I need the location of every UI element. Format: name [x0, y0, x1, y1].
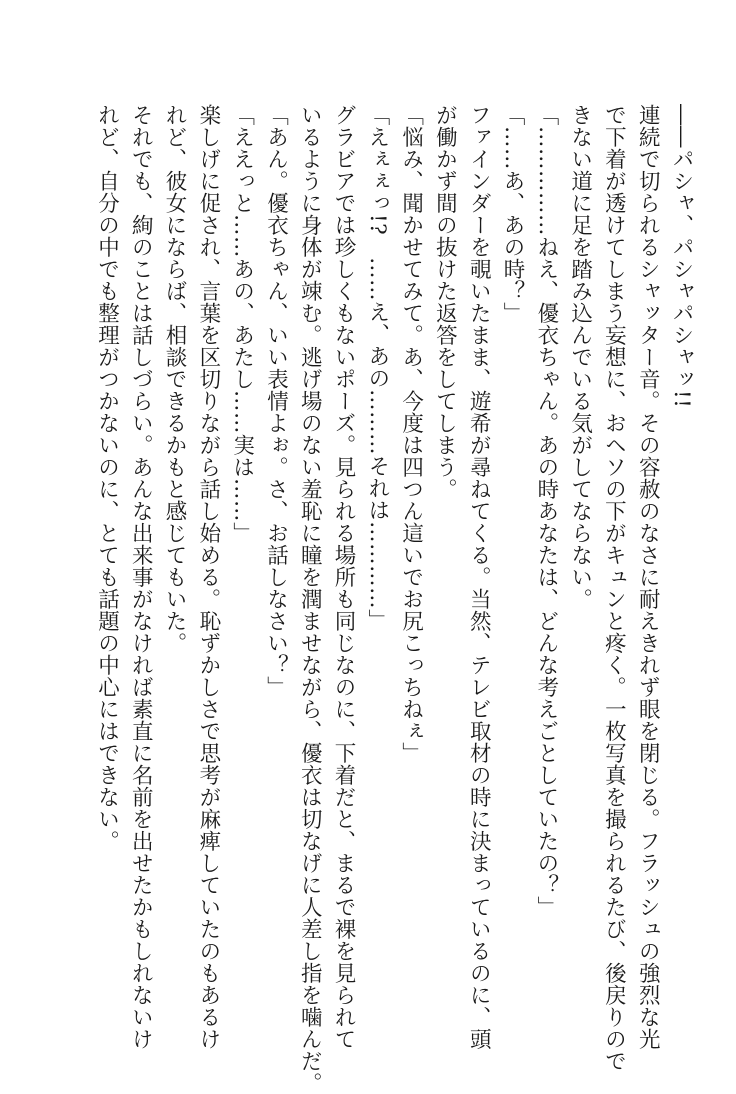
- text-line: 「あん。優衣ちゃん、いい表情よぉ。さ、お話しなさい？」: [263, 104, 289, 698]
- text-line: 「ええっと……あの、あたし……実は……」: [229, 104, 255, 544]
- text-line: 「悩み、聞かせてみて。あ、今度は四つん這いでお尻こっちねぇ」: [398, 104, 424, 764]
- text-line: 楽しげに促され、言葉を区切りながら話し始める。恥ずかしさで思考が麻痺していたのもあるけ: [195, 104, 221, 1050]
- text-line: グラビアでは珍しくもないポーズ。見られる場所も同じなのに、下着だと、まるで裸を見られて: [331, 104, 357, 1050]
- text-line: で下着が透けてしまう妄想に、おヘソの下がキュンと疼く。一枚写真を撮られるたび、後戻りので: [601, 104, 627, 1072]
- vertical-text-body: [90, 104, 698, 1094]
- text-line: ファインダーを覗いたまま、遊希が尋ねてくる。当然、テレビ取材の時に決まっているのに、頭: [466, 104, 492, 1050]
- text-line: が働かず間の抜けた返答をしてしまう。: [432, 104, 458, 500]
- text-line: きない道に足を踏み込んでいる気がしてならない。: [567, 104, 593, 610]
- text-line: それでも、絢のことは話しづらい。あんな出来事がなければ素直に名前を出せたかもしれないけ: [128, 104, 154, 1050]
- text-line: 「……あ、あの時？」: [500, 104, 526, 324]
- text-line: 「……………ねえ、優衣ちゃん。あの時あなたは、どんな考えごとしていたの？」: [533, 104, 559, 918]
- text-line: いるように身体が竦む。逃げ場のない羞恥に瞳を潤ませながら、優衣は切なげに人差し指を噛んだ。: [297, 104, 323, 1094]
- text-line: 「えぇぇっ!? ……え、あの………それは…………」: [364, 104, 390, 632]
- text-line: れど、自分の中でも整理がつかないのに、とても話題の中心にはできない。: [94, 104, 120, 852]
- text-line: ――パシャ、パシャパシャッ!!: [669, 104, 694, 409]
- text-line: れど、彼女にならば、相談できるかもと感じてもいた。: [162, 104, 188, 654]
- text-line: 連続で切られるシャッター音。その容赦のなさに耐えきれず眼を閉じる。フラッシュの強烈な光: [635, 104, 661, 1050]
